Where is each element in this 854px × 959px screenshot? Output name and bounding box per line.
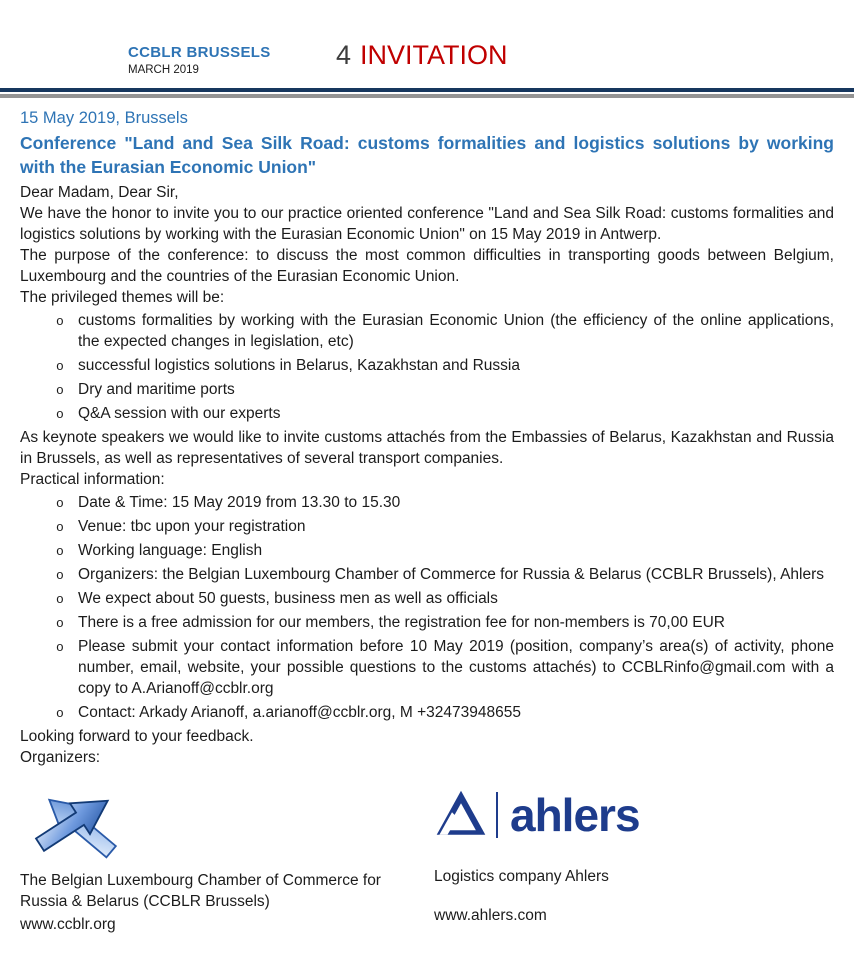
organizers-label: Organizers: [20,749,101,766]
bullet-icon: o [56,616,64,631]
intro-paragraph: We have the honor to invite you to our practice oriented conference "Land and Sea Silk Road: customs formalities and logistics solutions by working with the Eurasian Economic Union" on 15 May 2019 in Antwerp. [20,205,834,243]
themes-intro: The privileged themes will be: [20,289,225,306]
page-header [0,0,854,88]
ahlers-wordmark: ahlers [510,789,640,841]
bullet-icon: o [56,314,64,329]
practical-intro: Practical information: [20,471,165,488]
page-number: 4 [336,40,352,70]
list-item-text: Please submit your contact information before 10 May 2019 (position, company’s area(s) of activity, phone number, email, website, your possible questions to the customs attachés) to CCBLRinfo@gmail.com with a copy to A.Arianoff@ccblr.org [78,638,834,697]
ahlers-divider [496,792,498,838]
bullet-icon: o [56,520,64,535]
list-item [20,403,834,424]
ccblr-caption: The Belgian Luxembourg Chamber of Commerce for Russia & Belarus (CCBLR Brussels) [20,872,381,910]
bullet-icon: o [56,706,64,721]
list-item [20,564,834,585]
list-item-text: Working language: English [78,542,263,559]
ccblr-organizer-block [20,772,424,934]
list-item-text: Organizers: the Belgian Luxembourg Chamber of Commerce for Russia & Belarus (CCBLR Brussels), Ahlers [78,566,825,583]
list-item [20,702,834,723]
list-item-text: Q&A session with our experts [78,405,281,422]
practical-list [20,492,834,723]
list-item [20,636,834,699]
ccblr-arrows-logo-icon [24,772,134,866]
list-item [20,540,834,561]
bullet-icon: o [56,568,64,583]
ahlers-caption: Logistics company Ahlers [434,868,609,885]
themes-list [20,310,834,424]
list-item-text: Contact: Arkady Arianoff, a.arianoff@ccblr.org, M +32473948655 [78,704,521,721]
list-item-text: Venue: tbc upon your registration [78,518,306,535]
ccblr-url: www.ccblr.org [20,916,116,933]
list-item [20,355,834,376]
bullet-icon: o [56,496,64,511]
ahlers-url: www.ahlers.com [434,907,547,924]
closing-text: Looking forward to your feedback. [20,728,254,745]
salutation: Dear Madam, Dear Sir, [20,184,179,201]
purpose-paragraph: The purpose of the conference: to discuss the most common difficulties in transporting goods between Belgium, Luxembourg and the countries of the Eurasian Economic Union. [20,247,834,285]
organizers-footer [0,768,854,934]
bullet-icon: o [56,592,64,607]
bullet-icon: o [56,383,64,398]
list-item [20,379,834,400]
bullet-icon: o [56,407,64,422]
list-item-text: successful logistics solutions in Belarus, Kazakhstan and Russia [78,357,520,374]
list-item [20,612,834,633]
ahlers-glyph-icon [434,788,488,842]
section-title: INVITATION [360,40,508,70]
conference-title: Conference "Land and Sea Silk Road: customs formalities and logistics solutions by working with the Eurasian Economic Union" [20,133,834,177]
list-item-text: Dry and maritime ports [78,381,235,398]
list-item [20,516,834,537]
ahlers-logo [434,788,640,842]
bullet-icon: o [56,359,64,374]
list-item-text: Date & Time: 15 May 2019 from 13.30 to 15.30 [78,494,401,511]
keynote-paragraph: As keynote speakers we would like to invite customs attachés from the Embassies of Belarus, Kazakhstan and Russia in Brussels, as well as representatives of several transport companies. [20,429,834,467]
document-body [0,98,854,768]
list-item-text: We expect about 50 guests, business men as well as officials [78,590,498,607]
issue-date: MARCH 2019 [128,64,199,76]
brand-text: CCBLR BRUSSELS [128,44,271,61]
header-rule-blue [0,88,854,92]
list-item-text: There is a free admission for our members, the registration fee for non-members is 70,00 EUR [78,614,725,631]
bullet-icon: o [56,640,64,655]
list-item [20,588,834,609]
ahlers-organizer-block [434,772,640,925]
dateline: 15 May 2019, Brussels [20,109,188,127]
bullet-icon: o [56,544,64,559]
page-title [336,40,508,70]
list-item [20,310,834,352]
list-item-text: customs formalities by working with the Eurasian Economic Union (the efficiency of the online applications, the expected changes in legislation, etc) [78,312,834,350]
list-item [20,492,834,513]
